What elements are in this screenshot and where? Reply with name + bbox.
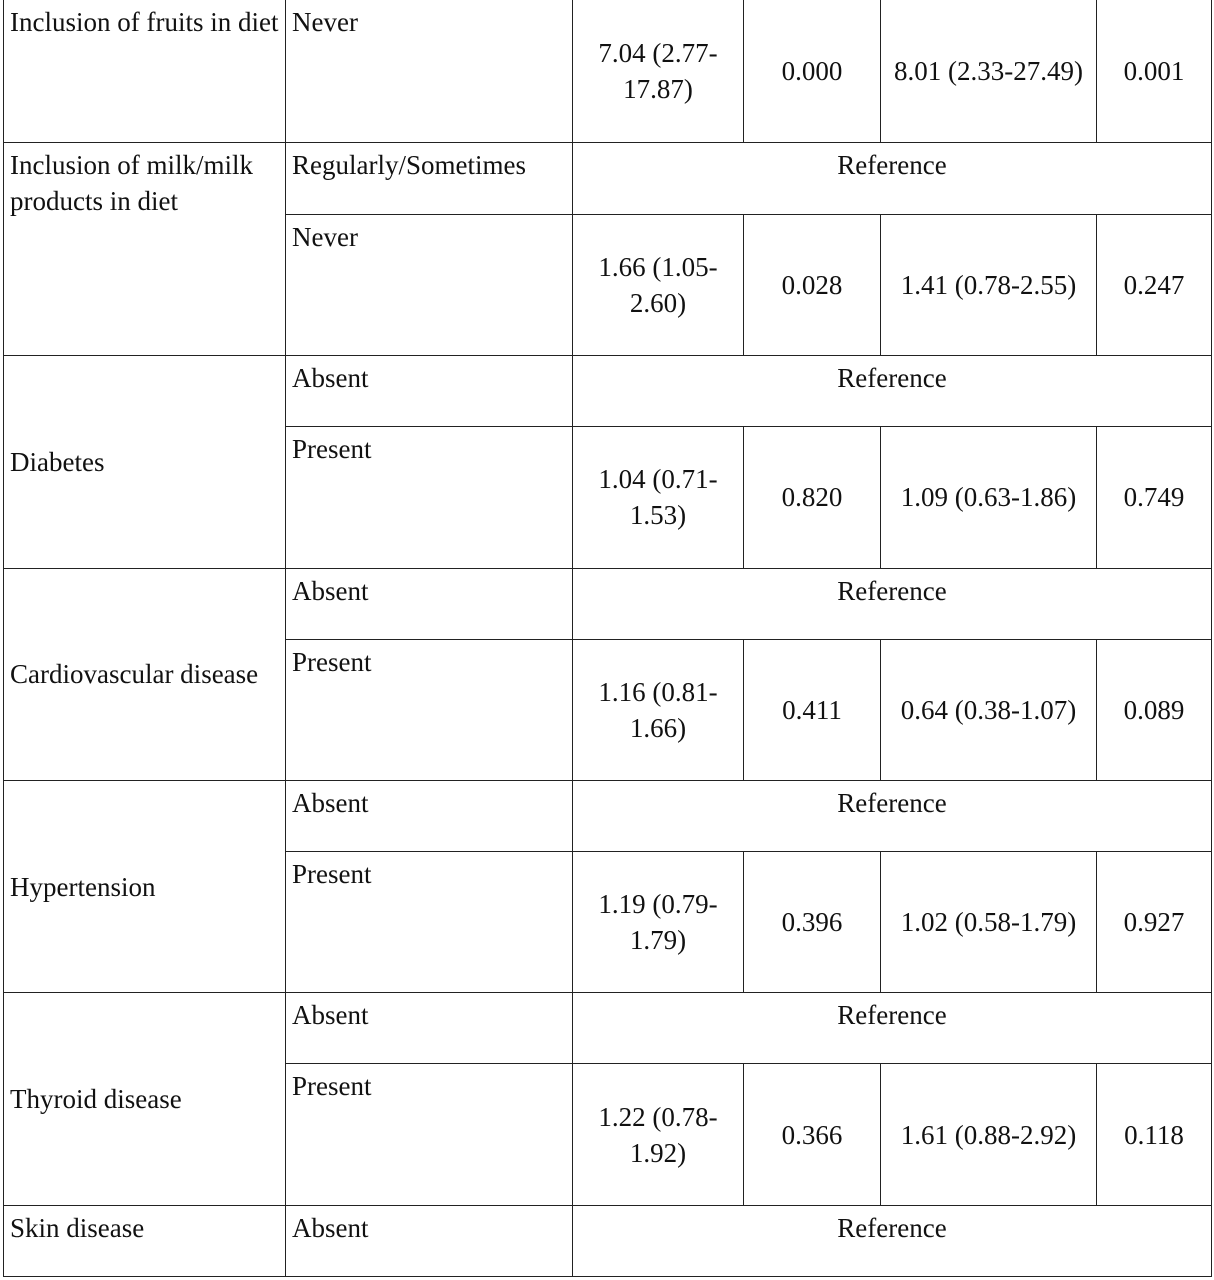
reference-cell: Reference: [573, 780, 1212, 851]
or-adjusted-cell: 8.01 (2.33-27.49): [881, 0, 1097, 142]
variable-cell: Diabetes: [4, 356, 286, 568]
p-value-unadjusted-cell: 0.000: [744, 0, 881, 142]
table-row: [4, 0, 1212, 142]
p-value-unadjusted-cell: 0.411: [744, 639, 881, 780]
p-value-adjusted-cell: 0.749: [1097, 427, 1212, 568]
or-unadjusted-cell: 1.22 (0.78-1.92): [573, 1064, 744, 1205]
p-value-unadjusted-cell: 0.028: [744, 214, 881, 355]
variable-cell: Hypertension: [4, 780, 286, 992]
or-adjusted-cell: 1.41 (0.78-2.55): [881, 214, 1097, 355]
reference-cell: Reference: [573, 142, 1212, 214]
reference-cell: Reference: [573, 993, 1212, 1064]
table-row: [4, 568, 1212, 639]
results-table: [3, 0, 1212, 1277]
or-adjusted-cell: 1.09 (0.63-1.86): [881, 427, 1097, 568]
variable-cell: Inclusion of fruits in diet: [4, 0, 286, 142]
or-unadjusted-cell: 1.16 (0.81-1.66): [573, 639, 744, 780]
table-row: [4, 1205, 1212, 1276]
category-cell: Present: [286, 852, 573, 993]
category-cell: Present: [286, 639, 573, 780]
p-value-adjusted-cell: 0.001: [1097, 0, 1212, 142]
table-row: [4, 993, 1212, 1064]
or-adjusted-cell: 1.61 (0.88-2.92): [881, 1064, 1097, 1205]
category-cell: Absent: [286, 1205, 573, 1276]
table-row: [4, 356, 1212, 427]
p-value-unadjusted-cell: 0.366: [744, 1064, 881, 1205]
p-value-unadjusted-cell: 0.396: [744, 852, 881, 993]
or-unadjusted-cell: 1.04 (0.71-1.53): [573, 427, 744, 568]
p-value-adjusted-cell: 0.247: [1097, 214, 1212, 355]
table-row: [4, 780, 1212, 851]
category-cell: Absent: [286, 993, 573, 1064]
or-unadjusted-cell: 7.04 (2.77-17.87): [573, 0, 744, 142]
category-cell: Present: [286, 1064, 573, 1205]
table-row: [4, 142, 1212, 214]
variable-cell: Thyroid disease: [4, 993, 286, 1205]
reference-cell: Reference: [573, 568, 1212, 639]
category-cell: Absent: [286, 780, 573, 851]
odds-ratio-table-fragment: [3, 0, 1211, 1277]
p-value-unadjusted-cell: 0.820: [744, 427, 881, 568]
category-cell: Present: [286, 427, 573, 568]
variable-cell: Skin disease: [4, 1205, 286, 1276]
category-cell: Regularly/Sometimes: [286, 142, 573, 214]
or-adjusted-cell: 1.02 (0.58-1.79): [881, 852, 1097, 993]
or-unadjusted-cell: 1.19 (0.79-1.79): [573, 852, 744, 993]
category-cell: Absent: [286, 568, 573, 639]
reference-cell: Reference: [573, 356, 1212, 427]
p-value-adjusted-cell: 0.927: [1097, 852, 1212, 993]
category-cell: Never: [286, 0, 573, 142]
reference-cell: Reference: [573, 1205, 1212, 1276]
p-value-adjusted-cell: 0.089: [1097, 639, 1212, 780]
p-value-adjusted-cell: 0.118: [1097, 1064, 1212, 1205]
or-unadjusted-cell: 1.66 (1.05-2.60): [573, 214, 744, 355]
variable-cell: Inclusion of milk/milk products in diet: [4, 142, 286, 355]
category-cell: Absent: [286, 356, 573, 427]
variable-cell: Cardiovascular disease: [4, 568, 286, 780]
category-cell: Never: [286, 214, 573, 355]
or-adjusted-cell: 0.64 (0.38-1.07): [881, 639, 1097, 780]
